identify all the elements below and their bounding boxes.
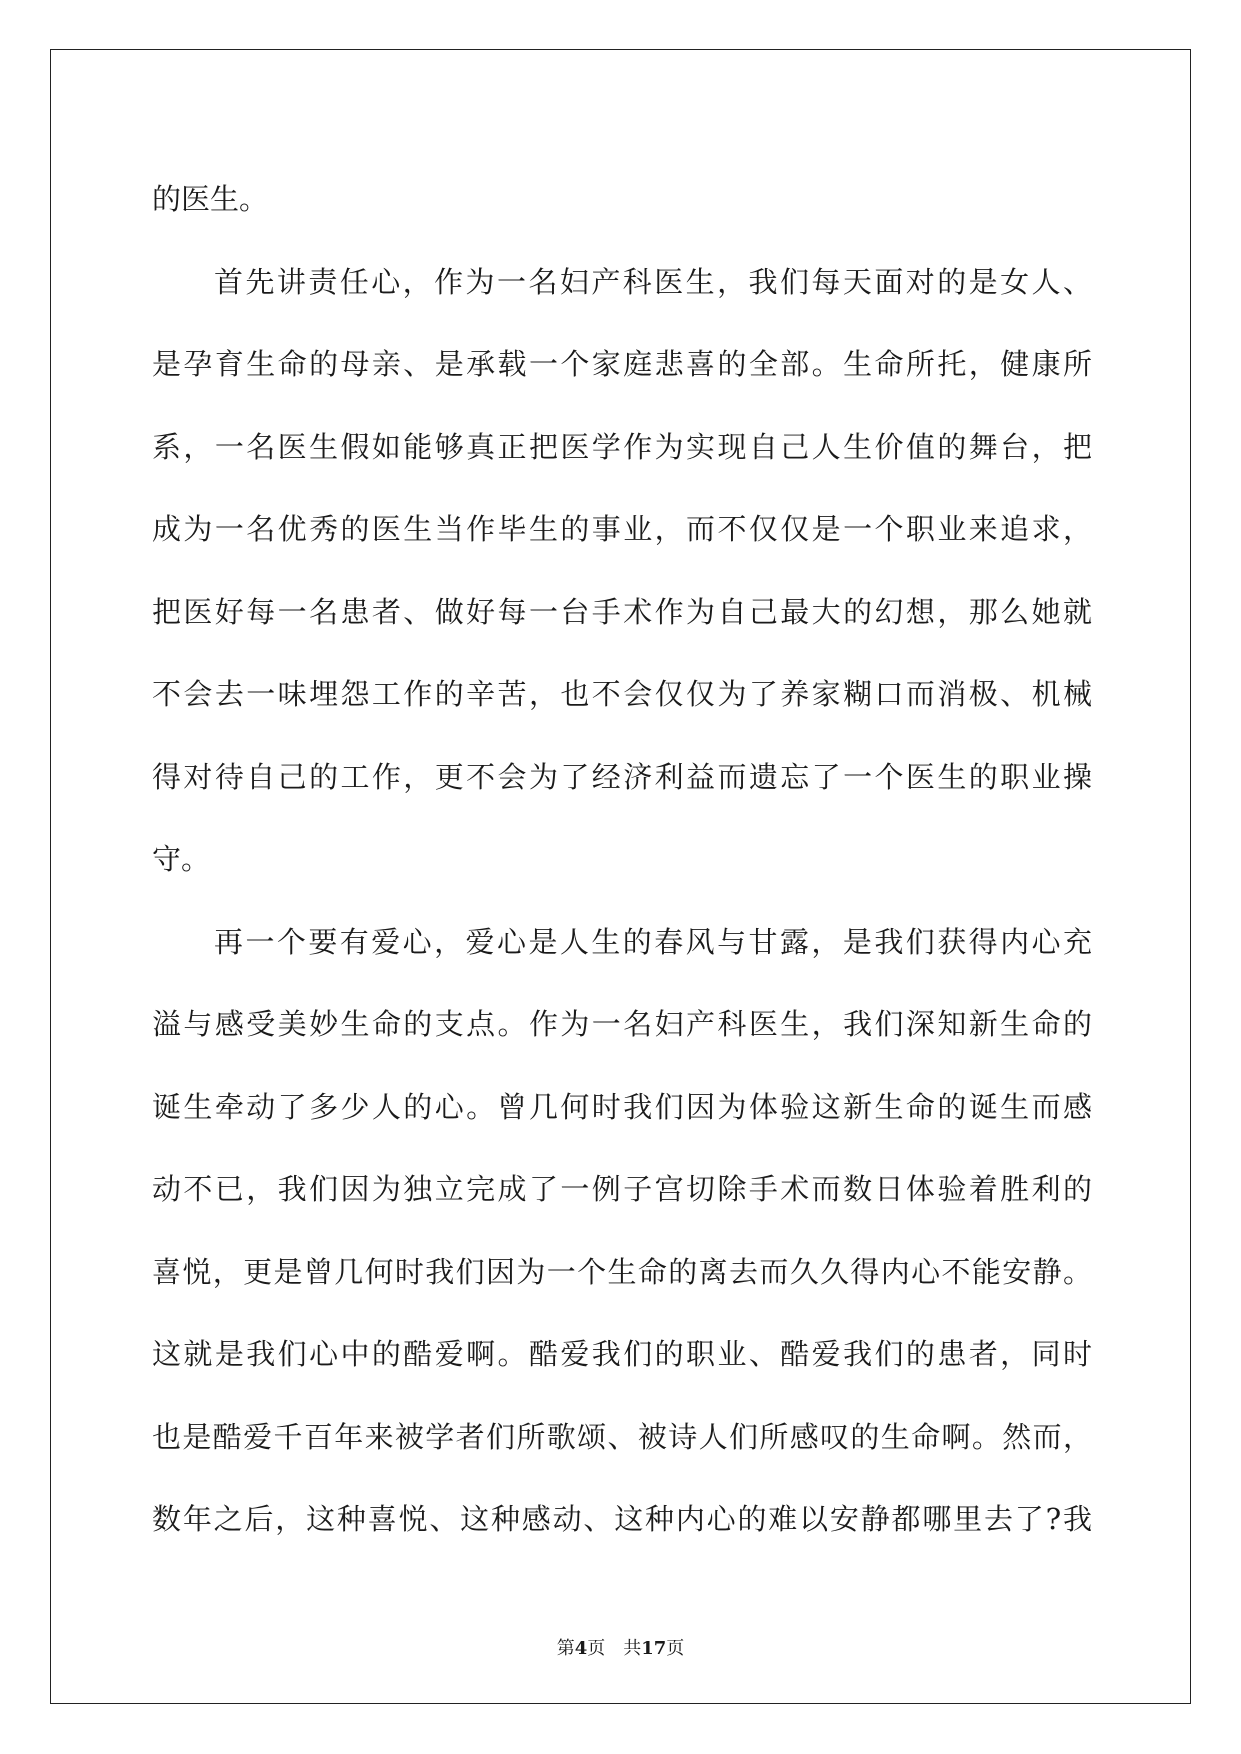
text-line: 的医生。 bbox=[152, 182, 269, 216]
text-line: 首先讲责任心，作为一名妇产科医生，我们每天面对的是女人、 bbox=[214, 264, 1092, 299]
page-footer bbox=[0, 1634, 1241, 1660]
text-line: 把医好每一名患者、做好每一台手术作为自己最大的幻想，那么她就 bbox=[152, 594, 1092, 629]
text-line: 溢与感受美妙生命的支点。作为一名妇产科医生，我们深知新生命的 bbox=[152, 1007, 1092, 1041]
footer-page-number: 4 bbox=[574, 1638, 588, 1659]
text-line: 喜悦，更是曾几何时我们因为一个生命的离去而久久得内心不能安静。 bbox=[152, 1254, 1092, 1289]
text-line: 再一个要有爱心，爱心是人生的春风与甘露，是我们获得内心充 bbox=[214, 924, 1092, 959]
text-line: 成为一名优秀的医生当作毕生的事业，而不仅仅是一个职业来追求， bbox=[152, 512, 1092, 546]
footer-total-suffix: 页 bbox=[666, 1638, 685, 1659]
footer-total-number: 17 bbox=[641, 1638, 667, 1659]
text-line: 系，一名医生假如能够真正把医学作为实现自己人生价值的舞台，把 bbox=[152, 429, 1092, 464]
text-line: 数年之后，这种喜悦、这种感动、这种内心的难以安静都哪里去了?我 bbox=[152, 1502, 1092, 1536]
footer-page-prefix: 第 bbox=[556, 1638, 575, 1659]
text-line: 诞生牵动了多少人的心。曾几何时我们因为体验这新生命的诞生而感 bbox=[152, 1089, 1092, 1124]
document-body bbox=[152, 158, 1092, 1561]
footer-page-suffix: 页 bbox=[587, 1638, 606, 1659]
text-line: 是孕育生命的母亲、是承载一个家庭悲喜的全部。生命所托，健康所 bbox=[152, 347, 1092, 381]
text-line: 动不已，我们因为独立完成了一例子宫切除手术而数日体验着胜利的 bbox=[152, 1172, 1092, 1206]
text-line: 得对待自己的工作，更不会为了经济利益而遗忘了一个医生的职业操 bbox=[152, 759, 1092, 794]
text-line: 这就是我们心中的酷爱啊。酷爱我们的职业、酷爱我们的患者，同时 bbox=[152, 1337, 1092, 1371]
text-line: 也是酷爱千百年来被学者们所歌颂、被诗人们所感叹的生命啊。然而， bbox=[152, 1419, 1092, 1454]
footer-total-prefix: 共 bbox=[623, 1638, 642, 1659]
text-line: 守。 bbox=[152, 842, 211, 876]
text-line: 不会去一味埋怨工作的辛苦，也不会仅仅为了养家糊口而消极、机械 bbox=[152, 677, 1092, 711]
